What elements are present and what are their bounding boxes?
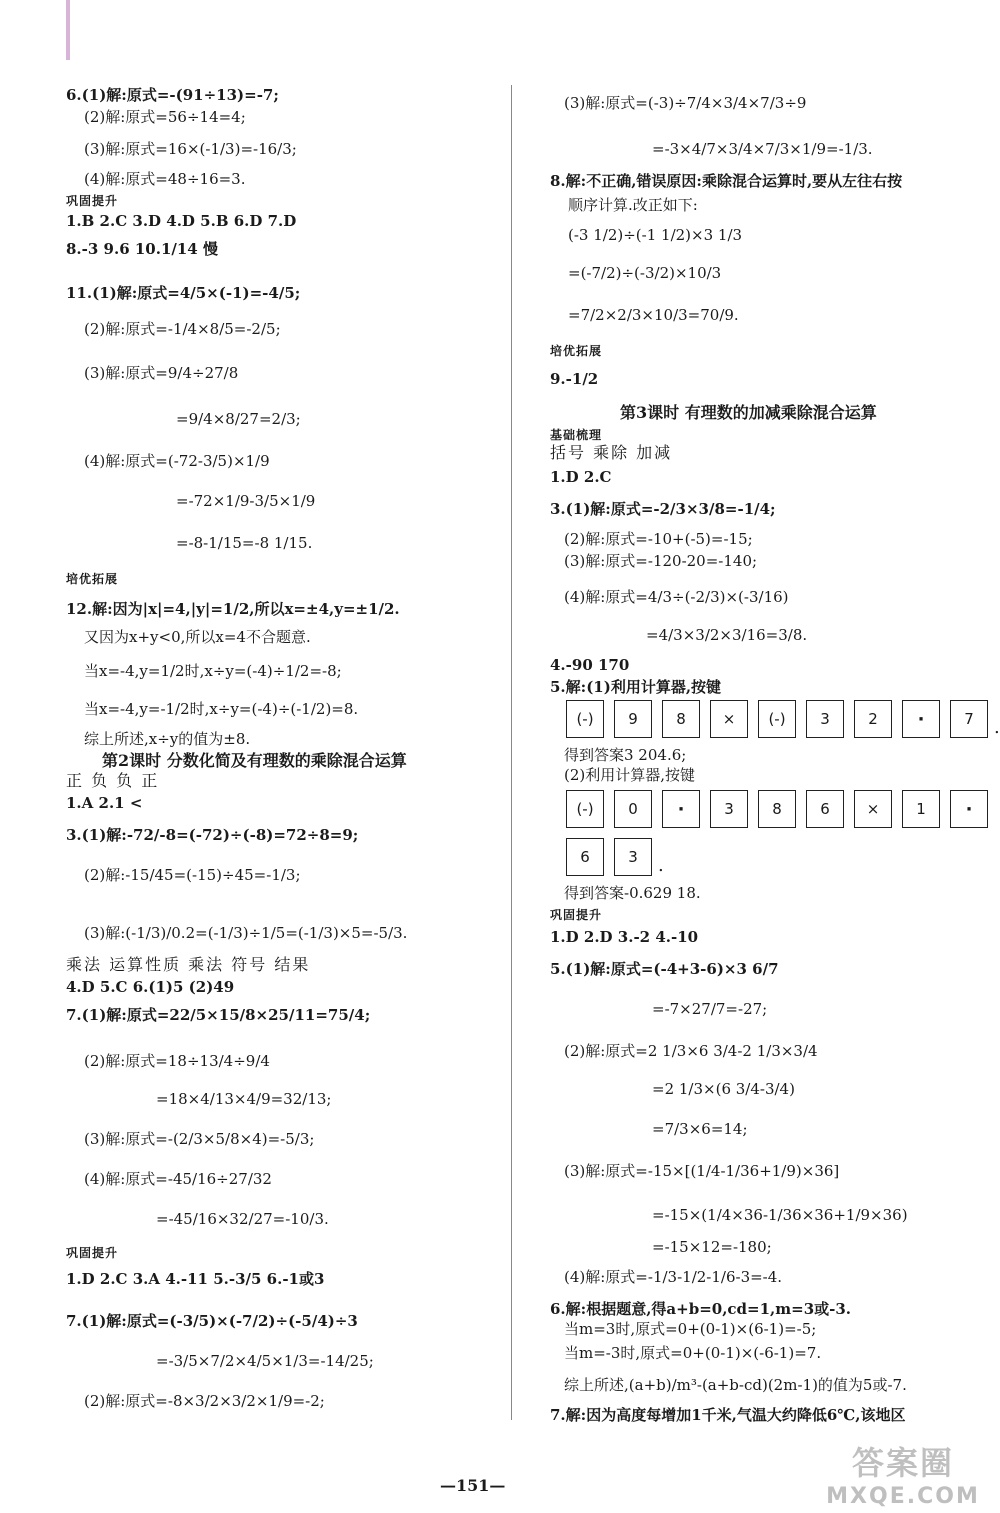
calculator-keys-row-1 [566,700,1000,738]
answer-line: 8.解:不正确,错误原因:乘除混合运算时,要从左往右按 [550,172,903,190]
section-label: 基础梳理 [550,428,603,442]
section-label: 巩固提升 [550,908,603,922]
answer-line: =-72×1/9-3/5×1/9 [176,492,316,510]
answer-line: =-15×(1/4×36-1/36×36+1/9×36) [652,1206,908,1224]
answer-line: (3)解:原式=-(2/3×5/8×4)=-5/3; [84,1130,315,1148]
answer-line: =7/3×6=14; [652,1120,748,1138]
answer-line: 9.-1/2 [550,370,599,388]
keys-end-period: . [658,855,664,876]
answer-line: =-8-1/15=-8 1/15. [176,534,313,552]
answer-line: 乘法 运算性质 乘法 符号 结果 [66,955,311,974]
answer-line: (2)解:原式=18÷13/4÷9/4 [84,1052,270,1070]
section-label: 巩固提升 [66,1246,119,1260]
calc-key-multiply: × [710,700,748,738]
answer-line: (3)解:(-1/3)/0.2=(-1/3)÷1/5=(-1/3)×5=-5/3. [84,924,408,942]
answer-line: 1.A 2.1 < [66,794,143,812]
answer-line: (2)解:原式=-8×3/2×3/2×1/9=-2; [84,1392,325,1410]
answer-line: =-3/5×7/2×4/5×1/3=-14/25; [156,1352,374,1370]
answer-line: (3)解:原式=9/4÷27/8 [84,364,239,382]
answer-line: 1.D 2.D 3.-2 4.-10 [550,928,699,946]
answer-line: =(-7/2)÷(-3/2)×10/3 [568,264,722,282]
answer-line: 1.B 2.C 3.D 4.D 5.B 6.D 7.D [66,212,297,230]
answer-line: 又因为x+y<0,所以x=4不合题意. [84,628,311,646]
left-column [0,0,480,1513]
answer-line: 得到答案3 204.6; [564,746,687,764]
answer-line: 5.(1)解:原式=(-4+3-6)×3 6/7 [550,960,779,978]
answer-line: 当x=-4,y=1/2时,x÷y=(-4)÷1/2=-8; [84,662,342,680]
answer-line: 3.(1)解:-72/-8=(-72)÷(-8)=72÷8=9; [66,826,359,844]
calc-key: 6 [566,838,604,876]
answer-line: 4.D 5.C 6.(1)5 (2)49 [66,978,235,996]
answer-line: =9/4×8/27=2/3; [176,410,301,428]
calc-key: 3 [614,838,652,876]
lesson-heading: 第2课时 分数化简及有理数的乘除混合运算 [102,751,407,770]
answer-line: 综上所述,x÷y的值为±8. [84,730,251,748]
answer-line: 4.-90 170 [550,656,630,674]
answer-line: (4)解:原式=(-72-3/5)×1/9 [84,452,270,470]
answer-line: (4)解:原式=48÷16=3. [84,170,246,188]
section-label: 巩固提升 [66,194,119,208]
answer-line: 正 负 负 正 [66,771,160,790]
answer-line: 11.(1)解:原式=4/5×(-1)=-4/5; [66,284,301,302]
calc-key: 7 [950,700,988,738]
answer-line: =-15×12=-180; [652,1238,772,1256]
answer-line: (2)解:原式=-1/4×8/5=-2/5; [84,320,281,338]
answer-line: (3)解:原式=-120-20=-140; [564,552,758,570]
answer-line: 综上所述,(a+b)/m³-(a+b-cd)(2m-1)的值为5或-7. [564,1376,907,1394]
answer-line: 5.解:(1)利用计算器,按键 [550,678,722,696]
answer-line: (3)解:原式=(-3)÷7/4×3/4×7/3÷9 [564,94,807,112]
watermark-url: MXQE.COM [826,1483,980,1509]
calc-key-decimal: · [902,700,940,738]
calc-key-negate: (-) [566,790,604,828]
watermark-logo [818,1440,988,1509]
answer-line: 3.(1)解:原式=-2/3×3/8=-1/4; [550,500,776,518]
calc-key-decimal: · [950,790,988,828]
answer-line: =-3×4/7×3/4×7/3×1/9=-1/3. [652,140,873,158]
calc-key: 1 [902,790,940,828]
calc-key: 3 [806,700,844,738]
answer-line: =2 1/3×(6 3/4-3/4) [652,1080,795,1098]
keys-end-period: . [994,717,1000,738]
answer-line: =18×4/13×4/9=32/13; [156,1090,332,1108]
calc-key: 2 [854,700,892,738]
calc-key-decimal: · [662,790,700,828]
calculator-keys-row-3 [566,838,664,876]
calc-key-multiply: × [854,790,892,828]
answer-line: 7.解:因为高度每增加1千米,气温大约降低6℃,该地区 [550,1406,906,1424]
answer-line: =4/3×3/2×3/16=3/8. [646,626,808,644]
section-label: 培优拓展 [550,344,603,358]
calc-key-negate: (-) [758,700,796,738]
page-number: —151— [440,1476,506,1495]
answer-line: 当x=-4,y=-1/2时,x÷y=(-4)÷(-1/2)=8. [84,700,359,718]
section-label: 培优拓展 [66,572,119,586]
answer-line: (-3 1/2)÷(-1 1/2)×3 1/3 [568,226,743,244]
calc-key-negate: (-) [566,700,604,738]
calc-key: 8 [758,790,796,828]
calc-key: 9 [614,700,652,738]
answer-line: =-45/16×32/27=-10/3. [156,1210,329,1228]
answer-line: (2)解:-15/45=(-15)÷45=-1/3; [84,866,301,884]
answer-line: (4)解:原式=4/3÷(-2/3)×(-3/16) [564,588,789,606]
answer-line: (4)解:原式=-1/3-1/2-1/6-3=-4. [564,1268,783,1286]
right-column [510,0,1000,1513]
answer-line: =-7×27/7=-27; [652,1000,768,1018]
calc-key: 6 [806,790,844,828]
answer-line: (3)解:原式=16×(-1/3)=-16/3; [84,140,297,158]
answer-line: 8.-3 9.6 10.1/14 慢 [66,240,218,258]
answer-line: (3)解:原式=-15×[(1/4-1/36+1/9)×36] [564,1162,840,1180]
answer-line: 括号 乘除 加减 [550,443,673,462]
answer-line: (4)解:原式=-45/16÷27/32 [84,1170,272,1188]
answer-line: 6.(1)解:原式=-(91÷13)=-7; [66,86,279,104]
answer-line: =7/2×2/3×10/3=70/9. [568,306,739,324]
answer-line: (2)解:原式=56÷14=4; [84,108,246,126]
answer-line: 1.D 2.C 3.A 4.-11 5.-3/5 6.-1或3 [66,1270,325,1288]
calc-key: 3 [710,790,748,828]
answer-line: 当m=3时,原式=0+(0-1)×(6-1)=-5; [564,1320,817,1338]
lesson-heading: 第3课时 有理数的加减乘除混合运算 [620,403,877,422]
calc-key: 8 [662,700,700,738]
answer-line: 6.解:根据题意,得a+b=0,cd=1,m=3或-3. [550,1300,852,1318]
calculator-keys-row-2 [566,790,988,828]
answer-line: (2)解:原式=2 1/3×6 3/4-2 1/3×3/4 [564,1042,818,1060]
answer-line: 12.解:因为|x|=4,|y|=1/2,所以x=±4,y=±1/2. [66,600,400,618]
answer-line: (2)解:原式=-10+(-5)=-15; [564,530,753,548]
answer-line: 7.(1)解:原式=(-3/5)×(-7/2)÷(-5/4)÷3 [66,1312,358,1330]
answer-line: 当m=-3时,原式=0+(0-1)×(-6-1)=7. [564,1344,822,1362]
watermark-text: 答案圈 [851,1443,954,1482]
answer-line: 1.D 2.C [550,468,612,486]
answer-line: 得到答案-0.629 18. [564,884,701,902]
answer-line: 顺序计算.改正如下: [568,196,698,214]
answer-line: 7.(1)解:原式=22/5×15/8×25/11=75/4; [66,1006,371,1024]
answer-line: (2)利用计算器,按键 [564,766,696,784]
calc-key: 0 [614,790,652,828]
